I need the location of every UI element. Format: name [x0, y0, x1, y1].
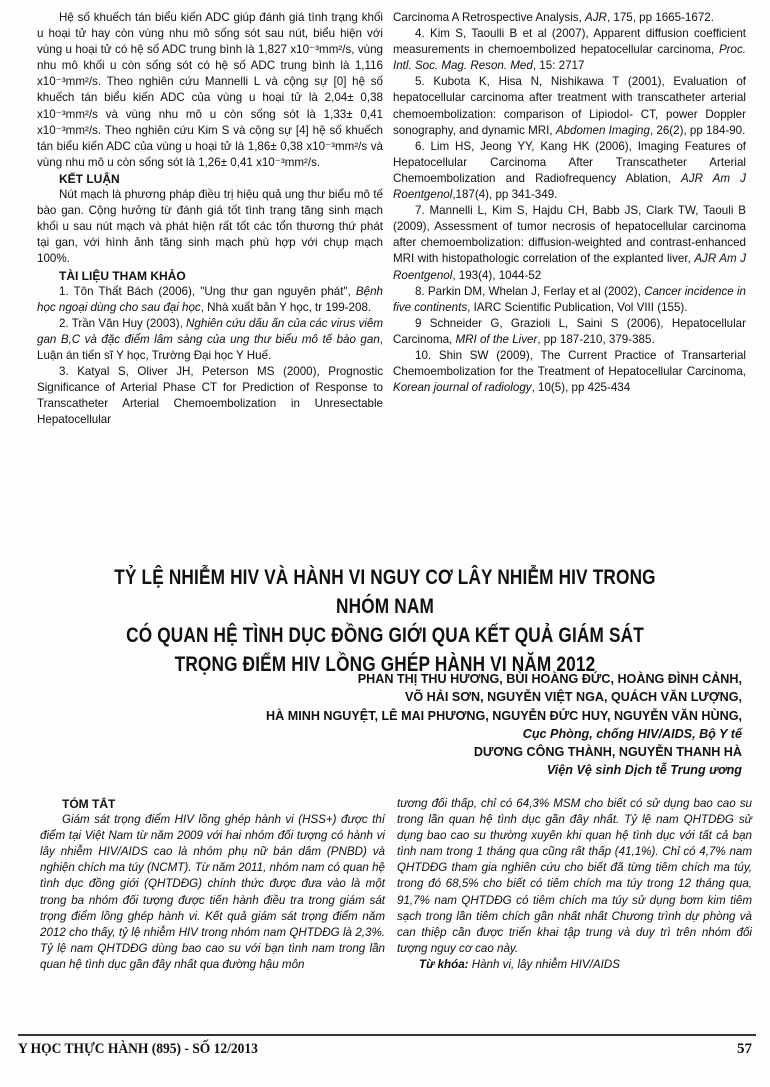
- conclusion-paragraph: Nút mạch là phương pháp điều trị hiệu quả ung thư biểu mô tế bào gan. Cộng hưởng từ đánh giá tốt tình trạng tăng sinh mạch khối u sau nút mạch và phát hiện rất tốt các tổn thương thứ phát tại gan, với hình ảnh tăng sinh mạch phù hợp với chụp mạch 100%.: [37, 188, 383, 266]
- reference-italic-segment: AJR Am J Roentgenol: [393, 252, 746, 282]
- keywords-label: Từ khóa:: [419, 957, 469, 971]
- abstract-right-column: [397, 796, 752, 973]
- reference-segment: 5. Kubota K, Hisa N, Nishikawa T (2001), Evaluation of hepatocellular carcinoma after treatment with transcatheter arterial chemoembolization: comparison of Lipiodol- CT, power Doppler sonography, and dynamic MRI,: [393, 75, 746, 137]
- author-block: [266, 670, 742, 780]
- reference-item: [393, 348, 746, 396]
- reference-italic-segment: Bệnh học ngoại dùng cho sau đại học: [37, 284, 383, 314]
- reference-segment: , pp 187-210, 379-385.: [537, 332, 655, 346]
- reference-segment: ,187(4), pp 341-349.: [452, 188, 558, 202]
- reference-segment: , Luận án tiến sĩ Y học, Trường Đại học Y Huế.: [37, 332, 383, 362]
- reference-italic-segment: MRI of the Liver: [455, 332, 538, 346]
- right-column: [393, 10, 746, 396]
- reference-italic-segment: Cancer incidence in five continents: [393, 284, 746, 314]
- reference-segment: , 175, pp 1665-1672.: [606, 11, 714, 24]
- reference-segment: , 15: 2717: [532, 59, 585, 73]
- reference-segment: 7. Mannelli L, Kim S, Hajdu CH, Babb JS, Clark TW, Taouli B (2009), Assessment of tumor necrosis of hepatocellular carcinoma after chemoembolization: diffusion-weighted and contrast-enhanced MRI with histopathologic correlation of the explanted liver,: [393, 204, 746, 266]
- keywords: [397, 957, 752, 973]
- affiliation: Viện Vệ sinh Dịch tễ Trung ương: [546, 763, 742, 778]
- conclusion-heading: KẾT LUẬN: [59, 171, 120, 186]
- reference-item: [37, 284, 383, 316]
- reference-segment: , Nhà xuất bản Y học, tr 199-208.: [200, 300, 372, 314]
- reference-item: [393, 316, 746, 348]
- reference-segment: 1. Tôn Thất Bách (2006), "Ung thư gan nguyên phát",: [59, 284, 356, 298]
- title-line: CÓ QUAN HỆ TÌNH DỤC ĐỒNG GIỚI QUA KẾT QUẢ GIÁM SÁT: [126, 624, 644, 647]
- reference-segment: , 10(5), pp 425-434: [531, 381, 631, 395]
- reference-segment: , 26(2), pp 184-90.: [649, 123, 746, 137]
- author-line: DƯƠNG CÔNG THÀNH, NGUYỄN THANH HÀ: [473, 745, 742, 760]
- reference-item: [37, 316, 383, 364]
- reference-item: [393, 284, 746, 316]
- abstract-text-continued: tương đối thấp, chỉ có 64,3% MSM cho biết có sử dụng bao cao su trong lần quan hệ tình dục gần đây nhất. Tỷ lệ nam QHTDĐG sử dụng bao cao su thường xuyên khi quan hệ tình dục với tất cả bạn tình nam trong 1 tháng qua cũng rất thấp (41,1%). Chỉ có 4,7% nam QHTDĐG tham gia nghiên cứu cho biết đã từng tiêm chích ma túy, trong đó 68,5% cho biết có tiêm chích ma túy trong 12 tháng qua, 91,7% nam QHTDĐG có tiêm chích ma túy sử dụng bơm kim tiêm sạch trong lần tiêm chích gần nhất nhất Chương trình dự phòng và can thiệp cần được triển khai tập trung và duy trì trên nhóm đối tượng nguy cơ cao này.: [397, 797, 752, 955]
- reference-segment: 3. Katyal S, Oliver JH, Peterson MS (2000), Prognostic Significance of Arterial Phase CT for Prediction of Response to Transcatheter Arterial Chemoembolization in Unresectable Hepatocellular: [37, 365, 383, 427]
- journal-footer: Y HỌC THỰC HÀNH (895) - SỐ 12/2013: [18, 1041, 258, 1057]
- reference-item: [393, 203, 746, 283]
- abstract-text: Giám sát trọng điểm HIV lồng ghép hành vi (HSS+) được thí điểm tại Việt Nam từ năm 2009 với hai nhóm đối tượng có hành vi lây nhiễm HIV/AIDS cao là nhóm phụ nữ bán dâm (PNBD) và nghiện chích ma túy (NCMT). Từ năm 2011, nhóm nam có quan hệ tình dục đồng giới (QHTDĐG) chính thức được đưa vào là một trong ba nhóm đối tượng được tiến hành điều tra trong giám sát trọng điểm lồng ghép hành vi. Kết quả giám sát trọng điểm năm 2012 cho thấy, tỷ lệ nhiễm HIV trong nhóm nam QHTDĐG là 2,3%. Tỷ lệ nam QHTDĐG dùng bao cao su với bạn tình nam trong lần quan hệ tình dục gần đây nhất qua đường hậu môn: [40, 813, 385, 971]
- reference-segment: , IARC Scientific Publication, Vol VIII (155).: [467, 300, 688, 314]
- reference-italic-segment: Proc. Intl. Soc. Mag. Reson. Med: [393, 43, 746, 73]
- reference-segment: Carcinoma A Retrospective Analysis,: [393, 11, 586, 24]
- reference-italic-segment: AJR Am J Roentgenol: [393, 171, 746, 202]
- reference-item: [393, 139, 746, 203]
- keywords-value: Hành vi, lây nhiễm HIV/AIDS: [468, 957, 620, 971]
- reference-segment: 10. Shin SW (2009), The Current Practice of Transarterial Chemoembolization for the Treatment of Hepatocellular Carcinoma,: [393, 348, 746, 379]
- references-heading: TÀI LIỆU THAM KHẢO: [59, 268, 186, 283]
- reference-italic-segment: AJR: [585, 11, 607, 24]
- title-line: TỶ LỆ NHIỄM HIV VÀ HÀNH VI NGUY CƠ LÂY NHIỄM HIV TRONG NHÓM NAM: [114, 566, 656, 618]
- reference-item: [393, 74, 746, 138]
- reference-item-continued: [393, 10, 746, 26]
- body-paragraph: Hệ số khuếch tán biểu kiến ADC giúp đánh giá tình trạng khối u hoại tử hay còn vùng nhu mô sống sót sau nút, biểu hiện với vùng u hoại tử có hệ số ADC trung bình là 1,827 x10⁻³mm²/s, vùng nhu mô khối u còn sống sót có hệ số ADC trung bình là 1,116 x10⁻³mm²/s. Theo nghiên cứu Mannelli L và cộng sự [0] hệ số khuếch tán biểu kiến ADC của vùng u hoại tử là 2,04± 0,38 x10⁻³mm²/s và vùng nhu mô u còn sống sót là 1,33± 0,41 x10⁻³mm²/s. Theo nghiên cứu Kim S và cộng sự [4] hệ số khuếch tán biểu kiến ADC của vùng u hoại tử là 1,86± 0,38 x10⁻³mm²/s và vùng nhu mô u còn sống sót là 1,26± 0,41 x10⁻³mm²/s.: [37, 11, 383, 169]
- reference-segment: 9 Schneider G, Grazioli L, Saini S (2006), Hepatocellular Carcinoma,: [393, 316, 746, 346]
- reference-segment: 6. Lim HS, Jeong YY, Kang HK (2006), Imaging Features of Hepatocellular Carcinoma After Transcatheter Arterial Chemoembolization and Radiofrequency Ablation,: [393, 139, 746, 185]
- reference-italic-segment: Abdomen Imaging: [555, 123, 650, 137]
- title-line: TRỌNG ĐIỂM HIV LỒNG GHÉP HÀNH VI NĂM 2012: [174, 653, 596, 676]
- left-column: [37, 10, 383, 428]
- reference-item: [37, 364, 383, 428]
- abstract-left-column: [40, 796, 385, 973]
- reference-italic-segment: Korean journal of radiology: [393, 381, 532, 395]
- reference-segment: , 193(4), 1044-52: [452, 268, 542, 282]
- footer-divider: [18, 1034, 756, 1036]
- page-number: 57: [737, 1041, 752, 1057]
- reference-segment: 8. Parkin DM, Whelan J, Ferlay et al (2002),: [415, 284, 645, 298]
- reference-item: [393, 26, 746, 74]
- reference-segment: 4. Kim S, Taoulli B et al (2007), Apparent diffusion coefficient measurements in chemoembolized hepatocellular carcinoma,: [393, 27, 746, 57]
- author-line: PHAN THỊ THU HƯƠNG, BÙI HOÀNG ĐỨC, HOÀNG ĐÌNH CẢNH,: [357, 672, 742, 686]
- abstract-heading: TÓM TẮT: [62, 797, 116, 811]
- author-line: HÀ MINH NGUYỆT, LÊ MAI PHƯƠNG, NGUYỄN ĐỨC HUY, NGUYỄN VĂN HÙNG,: [266, 708, 742, 723]
- reference-italic-segment: Nghiên cứu dấu ấn của các virus viêm gan B,C và đặc điểm lâm sàng của ung thư biểu mô tế bào gan: [37, 316, 383, 346]
- reference-segment: 2. Trần Văn Huy (2003),: [59, 316, 187, 330]
- affiliation: Cục Phòng, chống HIV/AIDS, Bộ Y tế: [522, 726, 742, 741]
- author-line: VÕ HẢI SƠN, NGUYỄN VIỆT NGA, QUÁCH VĂN LƯỢNG,: [404, 690, 742, 705]
- article-title: [86, 563, 685, 679]
